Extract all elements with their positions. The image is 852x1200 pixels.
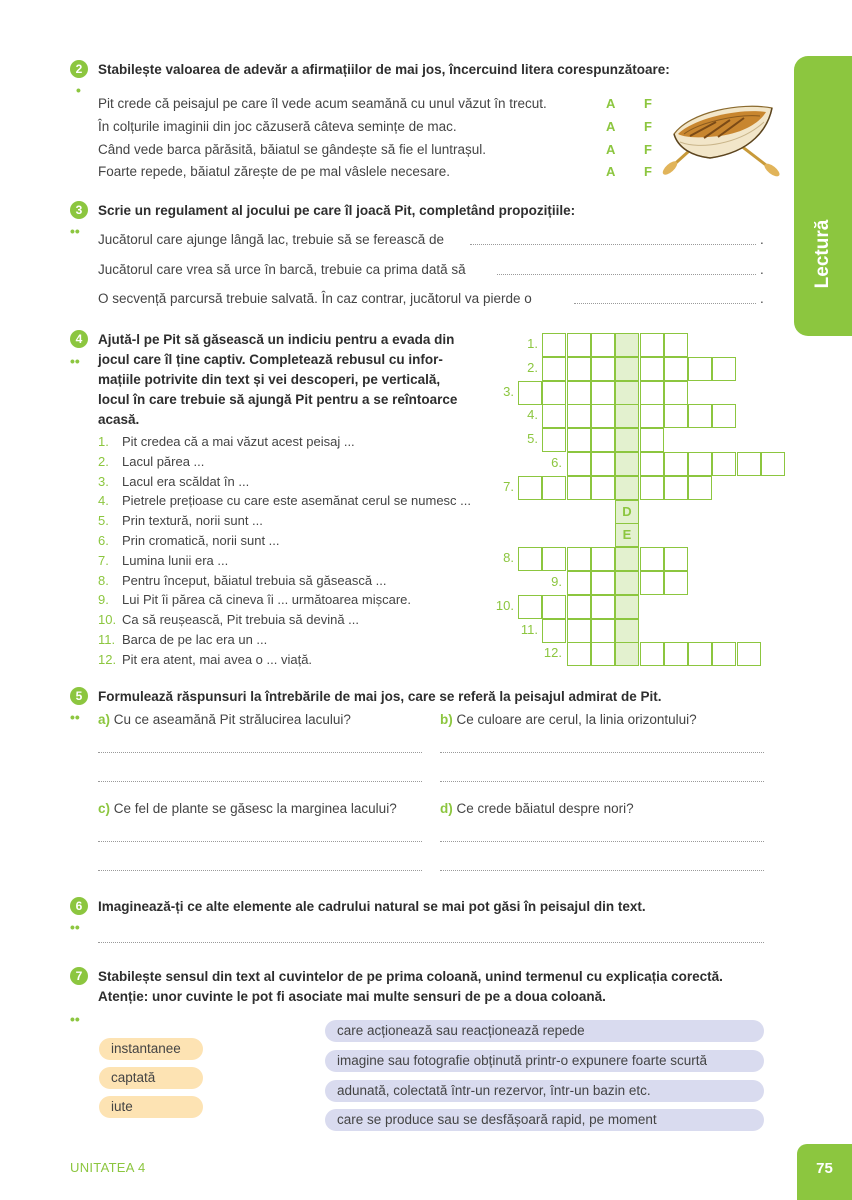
crossword-cell[interactable] xyxy=(591,595,615,619)
term-iute[interactable]: iute xyxy=(99,1096,203,1118)
clue-number: 2. xyxy=(98,454,109,469)
statement-2-false[interactable]: F xyxy=(644,119,652,134)
crossword-row-label: 4. xyxy=(527,407,538,422)
exercise-4-title-line-2: jocul care îl ține captiv. Completează rebusul cu infor- xyxy=(98,352,443,367)
crossword-row-label: 10. xyxy=(495,598,514,613)
crossword-key-cell[interactable] xyxy=(615,381,639,405)
exercise-6-number: 6 xyxy=(70,897,88,915)
crossword-cell[interactable] xyxy=(664,381,688,405)
question-c-text: Ce fel de plante se găsesc la marginea lacului? xyxy=(113,801,397,816)
crossword-key-cell[interactable] xyxy=(615,428,639,452)
crossword-cell[interactable] xyxy=(664,357,688,381)
question-c xyxy=(98,801,397,816)
crossword-cell[interactable] xyxy=(591,381,615,405)
clue-text: Lacul era scăldat în ... xyxy=(122,474,250,489)
exercise-4-title-line-3: mațiile potrivite din text și vei descoperi, pe verticală, xyxy=(98,372,441,387)
rule-3-answer[interactable] xyxy=(574,303,756,304)
crossword-cell[interactable] xyxy=(542,428,566,452)
crossword-cell[interactable] xyxy=(640,333,664,357)
exercise-6-difficulty: •• xyxy=(70,919,80,935)
crossword-cell[interactable] xyxy=(542,619,566,643)
clue-text: Ca să reușească, Pit trebuia să devină ... xyxy=(122,612,360,627)
crossword-cell[interactable] xyxy=(567,476,591,500)
answer-a-line-1[interactable] xyxy=(98,752,422,753)
crossword-row-label: 11. xyxy=(520,622,538,637)
crossword-cell[interactable] xyxy=(640,642,664,666)
crossword-cell[interactable] xyxy=(640,404,664,428)
crossword-cell[interactable] xyxy=(664,404,688,428)
crossword-key-cell[interactable] xyxy=(615,547,639,571)
statement-4-false[interactable]: F xyxy=(644,164,652,179)
question-a xyxy=(98,712,351,727)
crossword-row-label: 3. xyxy=(503,384,514,399)
crossword-cell[interactable] xyxy=(591,452,615,476)
statement-3-true[interactable]: A xyxy=(606,142,616,157)
question-b-text: Ce culoare are cerul, la linia orizontului? xyxy=(456,712,697,727)
crossword-cell[interactable] xyxy=(567,452,591,476)
clue-text: Lumina lunii era ... xyxy=(122,553,229,568)
clue-text: Pietrele prețioase cu care este asemănat cerul se numesc ... xyxy=(122,493,472,508)
exercise-3-title: Scrie un regulament al jocului pe care îl joacă Pit, completând propozițiile: xyxy=(98,203,576,218)
answer-d-line-1[interactable] xyxy=(440,841,764,842)
clue-text: Lui Pit îi părea că cineva îi ... următoarea mișcare. xyxy=(122,592,412,607)
page-number: 75 xyxy=(797,1144,852,1200)
crossword-cell[interactable] xyxy=(567,428,591,452)
crossword-cell[interactable] xyxy=(567,357,591,381)
crossword-cell[interactable] xyxy=(640,452,664,476)
rule-2-end: . xyxy=(760,262,764,277)
crossword-cell[interactable] xyxy=(688,476,712,500)
crossword-cell[interactable] xyxy=(542,595,566,619)
crossword-row-label: 12. xyxy=(543,645,562,660)
crossword-cell[interactable] xyxy=(518,476,542,500)
crossword-cell[interactable] xyxy=(664,452,688,476)
crossword-cell[interactable] xyxy=(712,357,736,381)
crossword-cell[interactable] xyxy=(640,428,664,452)
crossword-key-cell[interactable] xyxy=(615,357,639,381)
answer-a-line-2[interactable] xyxy=(98,781,422,782)
meaning-1[interactable]: care acționează sau reacționează repede xyxy=(325,1020,764,1042)
crossword-cell[interactable] xyxy=(664,476,688,500)
crossword-cell[interactable] xyxy=(761,452,785,476)
clue-number: 9. xyxy=(98,592,109,607)
crossword-cell[interactable] xyxy=(640,571,664,595)
section-tab-label: Lectură xyxy=(812,219,833,289)
exercise-4-title-line-5: acasă. xyxy=(98,412,140,427)
exercise-4-title-line-4: locul în care trebuie să ajungă Pit pentru a se reîntoarce xyxy=(98,392,458,407)
exercise-3-number: 3 xyxy=(70,201,88,219)
question-d xyxy=(440,801,634,816)
crossword-cell[interactable] xyxy=(737,452,761,476)
rule-1-end: . xyxy=(760,232,764,247)
exercise-5-number: 5 xyxy=(70,687,88,705)
crossword-given-letter: E xyxy=(622,527,632,542)
crossword-cell[interactable] xyxy=(591,619,615,643)
statement-4-true[interactable]: A xyxy=(606,164,616,179)
crossword-key-cell[interactable] xyxy=(615,404,639,428)
crossword-row-label: 2. xyxy=(527,360,538,375)
crossword-cell[interactable] xyxy=(591,642,615,666)
crossword-row-label: 1. xyxy=(527,336,538,351)
rule-1-answer[interactable] xyxy=(470,244,756,245)
crossword-cell[interactable] xyxy=(542,357,566,381)
crossword-cell[interactable] xyxy=(518,595,542,619)
clue-text: Prin textură, norii sunt ... xyxy=(122,513,263,528)
crossword-cell[interactable] xyxy=(567,333,591,357)
crossword-cell[interactable] xyxy=(640,357,664,381)
answer-c-line-2[interactable] xyxy=(98,870,422,871)
crossword-row-label: 6. xyxy=(551,455,562,470)
rule-2-answer[interactable] xyxy=(497,274,756,275)
clue-number: 3. xyxy=(98,474,109,489)
exercise-7-number: 7 xyxy=(70,967,88,985)
answer-c-line-1[interactable] xyxy=(98,841,422,842)
clue-text: Lacul părea ... xyxy=(122,454,205,469)
crossword-cell[interactable] xyxy=(640,381,664,405)
crossword-cell[interactable] xyxy=(591,357,615,381)
statement-4: Foarte repede, băiatul zărește de pe mal vâslele necesare. xyxy=(98,164,450,179)
crossword-cell[interactable] xyxy=(664,571,688,595)
crossword-cell[interactable] xyxy=(542,333,566,357)
term-captata[interactable]: captată xyxy=(99,1067,203,1089)
term-instantanee[interactable]: instantanee xyxy=(99,1038,203,1060)
clue-text: Pit era atent, mai avea o ... viață. xyxy=(122,652,313,667)
rule-1-text: Jucătorul care ajunge lângă lac, trebuie să se ferească de xyxy=(98,232,444,247)
crossword-cell[interactable] xyxy=(518,547,542,571)
crossword-key-cell[interactable] xyxy=(615,333,639,357)
crossword-key-cell[interactable] xyxy=(615,595,639,619)
crossword-cell[interactable] xyxy=(640,547,664,571)
clue-number: 5. xyxy=(98,513,109,528)
crossword-given-letter: D xyxy=(622,504,632,519)
crossword-cell[interactable] xyxy=(688,404,712,428)
meaning-2[interactable]: imagine sau fotografie obținută printr-o expunere foarte scurtă xyxy=(325,1050,764,1072)
statement-3-false[interactable]: F xyxy=(644,142,652,157)
crossword-cell[interactable] xyxy=(664,333,688,357)
crossword-key-cell[interactable] xyxy=(615,619,639,643)
crossword-cell[interactable] xyxy=(567,381,591,405)
rowboat-illustration xyxy=(660,92,785,180)
crossword-cell[interactable] xyxy=(664,642,688,666)
crossword-cell[interactable] xyxy=(567,571,591,595)
clue-number: 7. xyxy=(98,553,109,568)
clue-number: 10. xyxy=(98,612,117,627)
crossword-cell[interactable] xyxy=(640,476,664,500)
exercise-6-title: Imaginează-ți ce alte elemente ale cadrului natural se mai pot găsi în peisajul din text. xyxy=(98,899,646,914)
crossword-key-cell[interactable] xyxy=(615,642,639,666)
clue-number: 12. xyxy=(98,652,117,667)
clue-number: 1. xyxy=(98,434,109,449)
rule-3-text: O secvență parcursă trebuie salvată. În caz contrar, jucătorul va pierde o xyxy=(98,291,532,306)
crossword-cell[interactable] xyxy=(591,571,615,595)
crossword-cell[interactable] xyxy=(567,619,591,643)
meaning-4[interactable]: care se produce sau se desfășoară rapid, pe moment xyxy=(325,1109,764,1131)
crossword-key-cell[interactable] xyxy=(615,452,639,476)
crossword-cell[interactable] xyxy=(591,333,615,357)
exercise-4-number: 4 xyxy=(70,330,88,348)
question-a-text: Cu ce aseamănă Pit strălucirea lacului? xyxy=(113,712,351,727)
statement-1: Pit crede că peisajul pe care îl vede acum seamănă cu unul văzut în trecut. xyxy=(98,96,547,111)
question-b-label: b) xyxy=(440,712,453,727)
crossword-cell[interactable] xyxy=(737,642,761,666)
exercise-5-difficulty: •• xyxy=(70,709,80,725)
crossword-cell[interactable] xyxy=(664,547,688,571)
clue-text: Pentru început, băiatul trebuia să găsească ... xyxy=(122,573,387,588)
question-c-label: c) xyxy=(98,801,111,816)
crossword-cell[interactable] xyxy=(591,428,615,452)
exercise-2-number: 2 xyxy=(70,60,88,78)
answer-d-line-2[interactable] xyxy=(440,870,764,871)
answer-b-line-2[interactable] xyxy=(440,781,764,782)
crossword-row-label: 8. xyxy=(503,550,514,565)
crossword-cell[interactable] xyxy=(542,404,566,428)
rule-3-end: . xyxy=(760,291,764,306)
answer-b-line-1[interactable] xyxy=(440,752,764,753)
crossword-row-label: 5. xyxy=(527,431,538,446)
crossword-cell[interactable] xyxy=(591,476,615,500)
crossword-row-label: 7. xyxy=(503,479,514,494)
crossword-cell[interactable] xyxy=(542,547,566,571)
exercise-7-title-line-2: Atenție: unor cuvinte le pot fi asociate mai multe sensuri de pe a doua coloană. xyxy=(98,989,606,1004)
section-tab xyxy=(794,56,852,336)
crossword-cell[interactable] xyxy=(591,404,615,428)
question-d-text: Ce crede băiatul despre nori? xyxy=(456,801,634,816)
exercise-4-title-line-1: Ajută-l pe Pit să găsească un indiciu pentru a evada din xyxy=(98,332,455,347)
crossword-cell[interactable] xyxy=(688,452,712,476)
statement-1-true[interactable]: A xyxy=(606,96,616,111)
unit-label: UNITATEA 4 xyxy=(70,1160,146,1175)
clue-text: Pit credea că a mai văzut acest peisaj ... xyxy=(122,434,355,449)
crossword-cell[interactable] xyxy=(712,452,736,476)
crossword-cell[interactable] xyxy=(591,547,615,571)
crossword-cell[interactable] xyxy=(542,381,566,405)
crossword-key-cell[interactable] xyxy=(615,476,639,500)
clue-text: Prin cromatică, norii sunt ... xyxy=(122,533,280,548)
crossword-key-cell[interactable] xyxy=(615,571,639,595)
clue-number: 8. xyxy=(98,573,109,588)
exercise-7-title-line-1: Stabilește sensul din text al cuvintelor de pe prima coloană, unind termenul cu explicația corectă. xyxy=(98,969,723,984)
question-a-label: a) xyxy=(98,712,111,727)
statement-2: În colțurile imaginii din joc căzuseră câteva semințe de mac. xyxy=(98,119,457,134)
clue-text: Barca de pe lac era un ... xyxy=(122,632,268,647)
exercise-3-difficulty: •• xyxy=(70,223,80,239)
crossword-cell[interactable] xyxy=(567,642,591,666)
crossword-cell[interactable] xyxy=(567,595,591,619)
exercise-4-difficulty: •• xyxy=(70,353,80,369)
clue-number: 4. xyxy=(98,493,109,508)
meaning-3[interactable]: adunată, colectată într-un rezervor, într-un bazin etc. xyxy=(325,1080,764,1102)
crossword-row-label: 9. xyxy=(551,574,562,589)
exercise-2-title: Stabilește valoarea de adevăr a afirmațiilor de mai jos, încercuind litera corespunzătoare: xyxy=(98,62,670,77)
exercise-6-answer-line[interactable] xyxy=(98,942,764,943)
rule-2-text: Jucătorul care vrea să urce în barcă, trebuie ca prima dată să xyxy=(98,262,466,277)
crossword-cell[interactable] xyxy=(712,642,736,666)
statement-3: Când vede barca părăsită, băiatul se gândește să fie el luntrașul. xyxy=(98,142,486,157)
crossword-cell[interactable] xyxy=(712,404,736,428)
clue-number: 11. xyxy=(98,632,116,647)
exercise-5-title: Formulează răspunsuri la întrebările de mai jos, care se referă la peisajul admirat de Pit. xyxy=(98,689,662,704)
statement-1-false[interactable]: F xyxy=(644,96,652,111)
exercise-7-difficulty: •• xyxy=(70,1011,80,1027)
crossword-cell[interactable] xyxy=(688,357,712,381)
question-d-label: d) xyxy=(440,801,453,816)
question-b xyxy=(440,712,697,727)
crossword-cell[interactable] xyxy=(688,642,712,666)
crossword-cell[interactable] xyxy=(518,381,542,405)
clue-number: 6. xyxy=(98,533,109,548)
crossword-cell[interactable] xyxy=(567,547,591,571)
exercise-2-difficulty: • xyxy=(76,82,81,98)
statement-2-true[interactable]: A xyxy=(606,119,616,134)
crossword-cell[interactable] xyxy=(542,476,566,500)
crossword-cell[interactable] xyxy=(567,404,591,428)
